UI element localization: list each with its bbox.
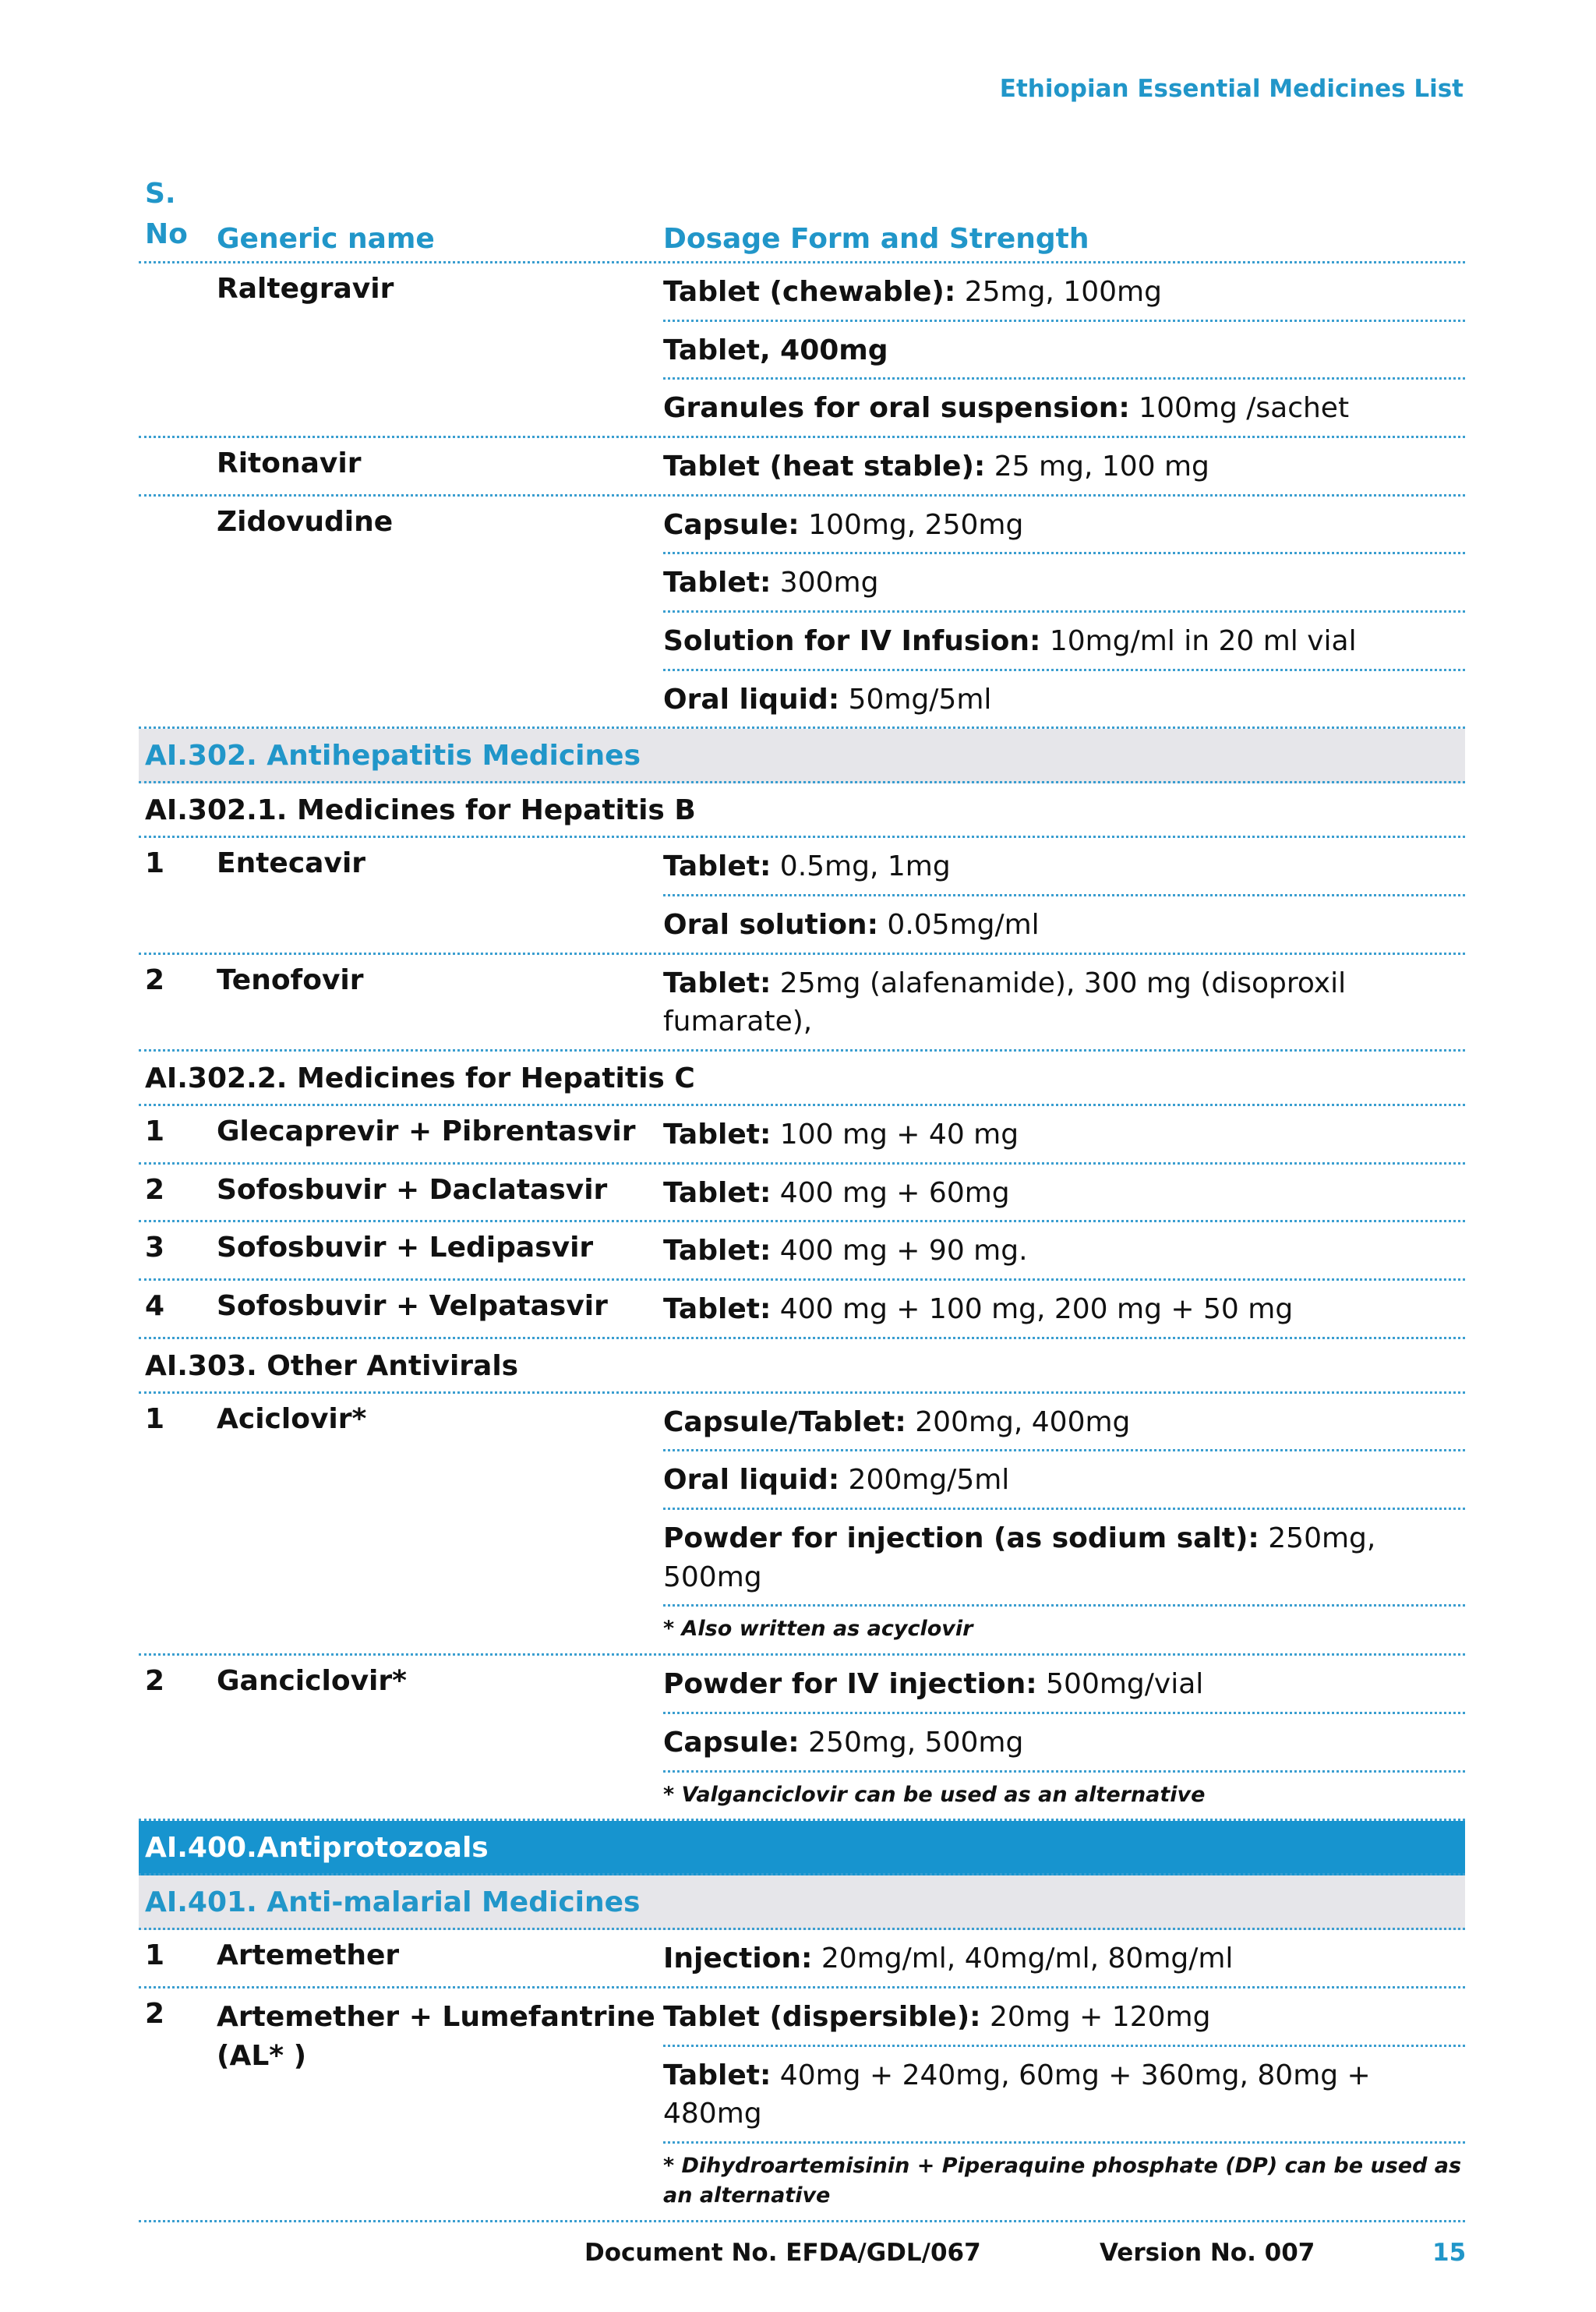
table-row	[139, 1222, 1465, 1281]
dosage-cell	[663, 1394, 1465, 1653]
dosage-cell	[663, 1989, 1465, 2220]
dosage-entry: Tablet: 400 mg + 60mg	[663, 1176, 1010, 1209]
generic-name: Artemether + Lumefantrine (AL* )	[217, 2001, 655, 2073]
table-row	[139, 1989, 1465, 2222]
dosage-cell	[663, 1930, 1465, 1986]
table-row	[139, 1106, 1465, 1165]
dosage-entry: Tablet, 400mg	[663, 322, 1465, 380]
dosage-entry: Powder for IV injection: 500mg/vial	[663, 1656, 1465, 1714]
table-row	[139, 438, 1465, 497]
dosage-entry: Oral liquid: 50mg/5ml	[663, 683, 992, 716]
table-row	[139, 955, 1465, 1052]
dosage-entry: Injection: 20mg/ml, 40mg/ml, 80mg/ml	[663, 1943, 1234, 1975]
row-number: 1	[145, 1115, 165, 1148]
generic-name: Ganciclovir*	[217, 1665, 407, 1698]
dosage-entry: Tablet: 40mg + 240mg, 60mg + 360mg, 80mg + 480mg	[663, 2047, 1465, 2144]
dosage-cell	[663, 838, 1465, 952]
dosage-entry: Tablet: 400 mg + 90 mg.	[663, 1235, 1028, 1267]
dosage-cell	[663, 1165, 1465, 1221]
dosage-entry: Solution for IV Infusion: 10mg/ml in 20 ml vial	[663, 613, 1465, 671]
generic-name: Artemether	[217, 1939, 400, 1972]
dosage-entry: Tablet: 100 mg + 40 mg	[663, 1119, 1019, 1151]
generic-name: Sofosbuvir + Ledipasvir	[217, 1232, 594, 1264]
section-heading-antiprotozoals: AI.400.Antiprotozoals	[139, 1821, 1465, 1875]
generic-name: Sofosbuvir + Daclatasvir	[217, 1173, 608, 1206]
dosage-cell	[663, 1656, 1465, 1819]
row-number: 2	[145, 1998, 165, 2031]
running-header-title: Ethiopian Essential Medicines List	[999, 75, 1464, 103]
dosage-entry: Capsule: 100mg, 250mg	[663, 497, 1465, 555]
footnote: * Dihydroartemisinin + Piperaquine phosphate (DP) can be used as an alternative	[663, 2154, 1462, 2208]
table-row	[139, 497, 1465, 730]
table-header-row	[139, 176, 1465, 263]
dosage-cell	[663, 263, 1465, 436]
dosage-entry: Tablet: 300mg	[663, 554, 1465, 613]
subsection-heading-other-antivirals: AI.303. Other Antivirals	[139, 1339, 1465, 1394]
dosage-entry: Oral solution: 0.05mg/ml	[663, 909, 1040, 942]
generic-name: Sofosbuvir + Velpatasvir	[217, 1290, 608, 1323]
dosage-entry: Oral liquid: 200mg/5ml	[663, 1451, 1465, 1510]
dosage-entry: Tablet (chewable): 25mg, 100mg	[663, 263, 1465, 322]
row-number: 3	[145, 1232, 165, 1264]
generic-name: Raltegravir	[217, 273, 394, 305]
generic-name: Glecaprevir + Pibrentasvir	[217, 1115, 636, 1148]
subsection-heading-hepatitis-c: AI.302.2. Medicines for Hepatitis C	[139, 1052, 1465, 1106]
dosage-cell	[663, 1222, 1465, 1278]
footnote: * Valganciclovir can be used as an alternative	[663, 1782, 1206, 1807]
row-number: 2	[145, 963, 165, 996]
section-heading-antihepatitis: AI.302. Antihepatitis Medicines	[139, 729, 1465, 783]
generic-name: Aciclovir*	[217, 1402, 367, 1435]
page-number: 15	[1432, 2239, 1467, 2267]
dosage-entry: Tablet: 0.5mg, 1mg	[663, 838, 1465, 896]
table-row	[139, 838, 1465, 954]
dosage-entry: Tablet (dispersible): 20mg + 120mg	[663, 1989, 1465, 2047]
row-number: 4	[145, 1290, 165, 1323]
table-row	[139, 1930, 1465, 1989]
dosage-entry: Tablet: 25mg (alafenamide), 300 mg (disoproxil fumarate),	[663, 967, 1347, 1038]
table-row	[139, 263, 1465, 438]
row-number: 2	[145, 1173, 165, 1206]
dosage-cell	[663, 438, 1465, 494]
col-header-dosage: Dosage Form and Strength	[663, 223, 1089, 255]
table-row	[139, 1394, 1465, 1656]
generic-name: Ritonavir	[217, 447, 362, 480]
table-row	[139, 1656, 1465, 1821]
dosage-cell	[663, 955, 1465, 1049]
table-row	[139, 1281, 1465, 1339]
col-header-generic-name: Generic name	[217, 223, 435, 255]
row-number: 1	[145, 1939, 165, 1972]
dosage-entry: Granules for oral suspension: 100mg /sachet	[663, 392, 1350, 425]
medicines-table	[139, 176, 1465, 2222]
section-heading-antimalarial: AI.401. Anti-malarial Medicines	[139, 1875, 1465, 1930]
row-number: 2	[145, 1665, 165, 1698]
dosage-entry: Capsule: 250mg, 500mg	[663, 1714, 1465, 1773]
generic-name: Zidovudine	[217, 505, 394, 538]
document-number: Document No. EFDA/GDL/067	[584, 2239, 981, 2267]
row-number: 1	[145, 847, 165, 880]
dosage-entry: Tablet: 400 mg + 100 mg, 200 mg + 50 mg	[663, 1293, 1294, 1326]
dosage-cell	[663, 1281, 1465, 1337]
subsection-heading-hepatitis-b: AI.302.1. Medicines for Hepatitis B	[139, 783, 1465, 838]
footnote: * Also written as acyclovir	[663, 1617, 973, 1642]
dosage-entry: Capsule/Tablet: 200mg, 400mg	[663, 1394, 1465, 1452]
version-number: Version No. 007	[1100, 2239, 1315, 2267]
table-row	[139, 1165, 1465, 1223]
dosage-cell	[663, 497, 1465, 727]
generic-name: Tenofovir	[217, 963, 364, 996]
generic-name: Entecavir	[217, 847, 366, 880]
dosage-entry: Powder for injection (as sodium salt): 250mg, 500mg	[663, 1510, 1465, 1607]
col-header-sno: S. No	[145, 177, 188, 250]
row-number: 1	[145, 1402, 165, 1435]
dosage-cell	[663, 1106, 1465, 1162]
dosage-entry: Tablet (heat stable): 25 mg, 100 mg	[663, 451, 1209, 483]
